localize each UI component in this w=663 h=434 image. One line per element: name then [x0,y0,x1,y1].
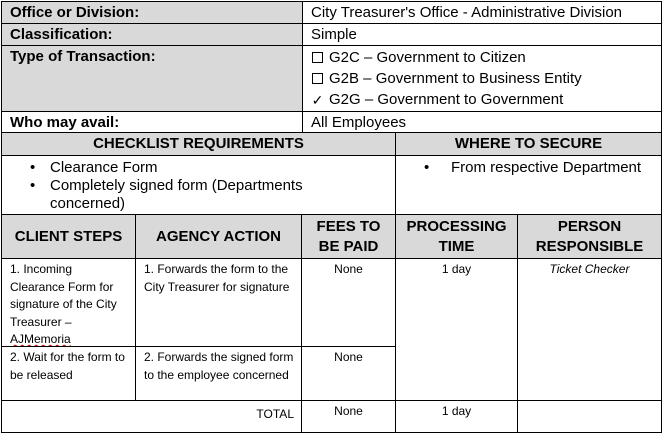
avail-label: Who may avail: [1,111,303,133]
table-row-1-agency-action: 1. Forwards the form to the City Treasurer for signature [135,258,302,347]
total-person-blank [517,400,662,433]
processing-header-line2: TIME [438,237,475,255]
transaction-option-g2c [311,47,661,68]
table-row-2-client-step: 2. Wait for the form to be released [1,346,136,401]
where-to-secure-header: WHERE TO SECURE [395,132,662,156]
processing-time-header [395,214,518,259]
transaction-options [302,45,662,112]
total-label: TOTAL [1,400,302,433]
table-row-1-client-step [1,258,136,347]
client-steps-header-text: CLIENT STEPS [14,227,123,245]
client-step-name: AJMemoria [10,332,71,346]
table-row-2-agency-action: 2. Forwards the signed form to the employee concerned [135,346,302,401]
checklist-requirements-header: CHECKLIST REQUIREMENTS [1,132,396,156]
transaction-option-g2b [311,68,661,89]
checkmark-icon: ✓ [311,91,324,108]
secure-item: • From respective Department [396,159,661,177]
fees-header [301,214,396,259]
table-row-2-fees: None [301,346,396,401]
person-header-line1: PERSON [557,217,622,235]
client-steps-header [1,214,136,259]
client-step-text: 1. Incoming Clearance Form for signature of the City Treasurer – [10,262,117,329]
processing-header-line1: PROCESSING [406,217,507,235]
transaction-option-g2g [311,89,661,110]
requirement-item: • Clearance Form [2,159,335,177]
agency-action-header [135,214,302,259]
avail-value: All Employees [302,111,662,133]
requirements-list-cell [1,155,396,215]
checkbox-empty-icon [312,52,323,63]
classification-label: Classification: [1,23,303,46]
total-processing-time: 1 day [395,400,518,433]
office-label: Office or Division: [1,1,303,24]
agency-action-header-text: AGENCY ACTION [155,227,281,245]
table-processing-time: 1 day [395,258,518,401]
table-row-1-fees: None [301,258,396,347]
transaction-option-label: G2B – Government to Business Entity [329,69,582,87]
transaction-option-label: G2G – Government to Government [329,90,564,108]
transaction-option-label: G2C – Government to Citizen [329,48,526,66]
classification-value: Simple [302,23,662,46]
office-value: City Treasurer's Office - Administrative Division [302,1,662,24]
requirement-item: • Completely signed form (Departments concerned) [2,177,335,213]
table-person-responsible: Ticket Checker [517,258,662,401]
transaction-label: Type of Transaction: [1,45,303,112]
checkbox-empty-icon [312,73,323,84]
person-header-line2: RESPONSIBLE [535,237,644,255]
person-responsible-header [517,214,662,259]
total-fees: None [301,400,396,433]
secure-list-cell [395,155,662,215]
fees-header-line1: FEES TO [316,217,381,235]
fees-header-line2: BE PAID [318,237,379,255]
